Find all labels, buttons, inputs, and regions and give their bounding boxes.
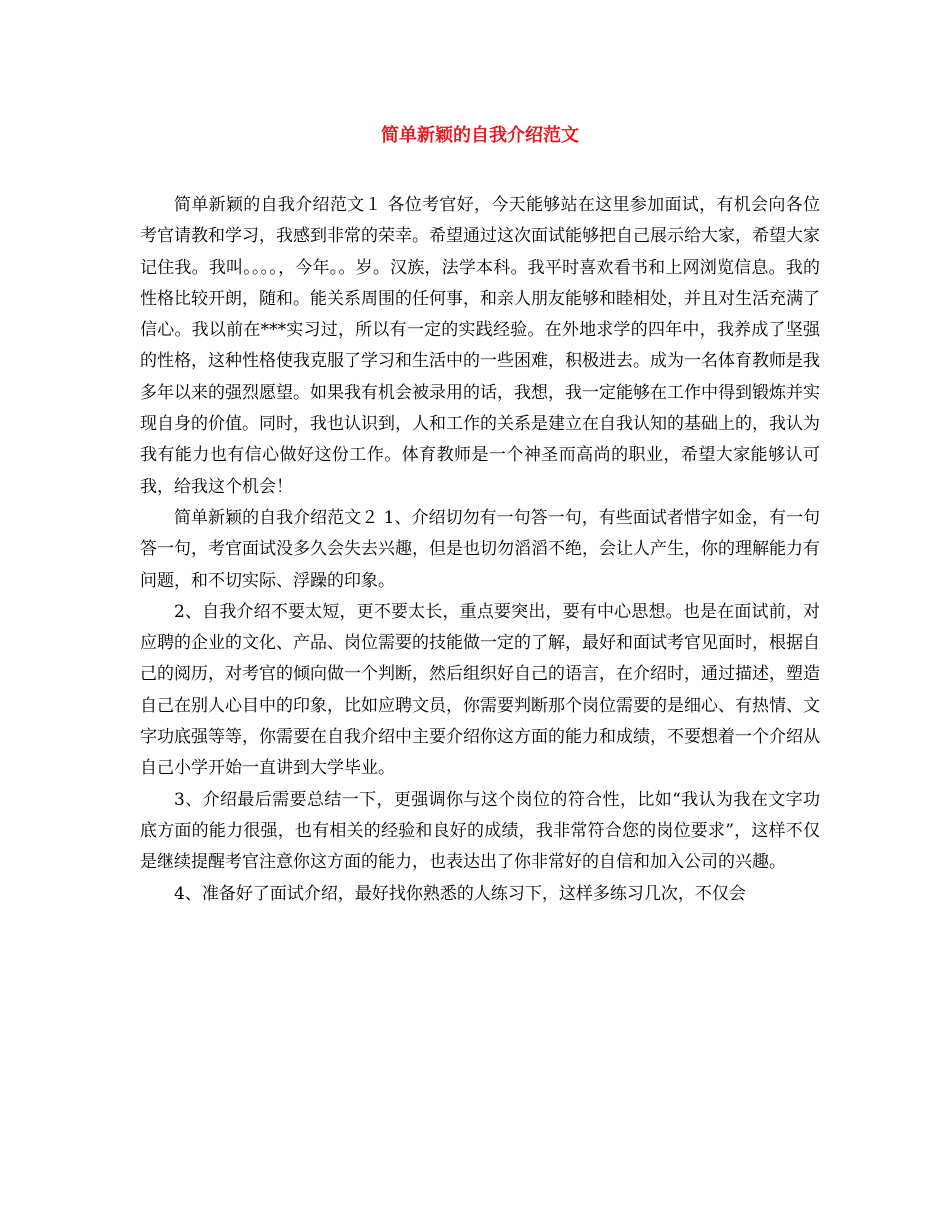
document-page bbox=[140, 0, 820, 1230]
paragraph-3: 2、自我介绍不要太短，更不要太长，重点要突出，要有中心思想。也是在面试前，对应聘的企业的文化、产品、岗位需要的技能做一定的了解，最好和面试考官见面时，根据自己的阅历，对考官的倾向做一个判断，然后组织好自己的语言，在介绍时，通过描述，塑造自己在别人心目中的印象，比如应聘文员，你需要判断那个岗位需要的是细心、有热情、文字功底强等等，你需要在自我介绍中主要介绍你这方面的能力和成绩，不要想着一个介绍从自己小学开始一直讲到大学毕业。 bbox=[140, 601, 820, 779]
document-title: 简单新颖的自我介绍范文 bbox=[381, 125, 579, 146]
paragraph-5: 4、准备好了面试介绍，最好找你熟悉的人练习下，这样多练习几次，不仅会 bbox=[174, 883, 746, 904]
paragraph-4: 3、介绍最后需要总结一下，更强调你与这个岗位的符合性，比如“我认为我在文字功底方面的能力很强，也有相关的经验和良好的成绩，我非常符合您的岗位要求”，这样不仅是继续提醒考官注意你这方面的能力，也表达出了你非常好的自信和加入公司的兴趣。 bbox=[140, 789, 820, 873]
paragraph-2: 简单新颖的自我介绍范文２ 1、介绍切勿有一句答一句，有些面试者惜字如金，有一句答一句，考官面试没多久会失去兴趣，但是也切勿滔滔不绝，会让人产生，你的理解能力有问题，和不切实际、浮躁的印象。 bbox=[140, 507, 820, 591]
document-body bbox=[140, 190, 820, 910]
paragraph-1: 简单新颖的自我介绍范文１ 各位考官好，今天能够站在这里参加面试，有机会向各位考官请教和学习，我感到非常的荣幸。希望通过这次面试能够把自己展示给大家，希望大家记住我。我叫。。。。，今年。。岁。汉族，法学本科。我平时喜欢看书和上网浏览信息。我的性格比较开朗，随和。能关系周围的任何事，和亲人朋友能够和睦相处，并且对生活充满了信心。我以前在***实习过，所以有一定的实践经验。在外地求学的四年中，我养成了坚强的性格，这种性格使我克服了学习和生活中的一些困难，积极进去。成为一名体育教师是我多年以来的强烈愿望。如果我有机会被录用的话，我想，我一定能够在工作中得到锻炼并实现自身的价值。同时，我也认识到，人和工作的关系是建立在自我认知的基础上的，我认为我有能力也有信心做好这份工作。体育教师是一个神圣而高尚的职业，希望大家能够认可我，给我这个机会！ bbox=[140, 195, 820, 497]
